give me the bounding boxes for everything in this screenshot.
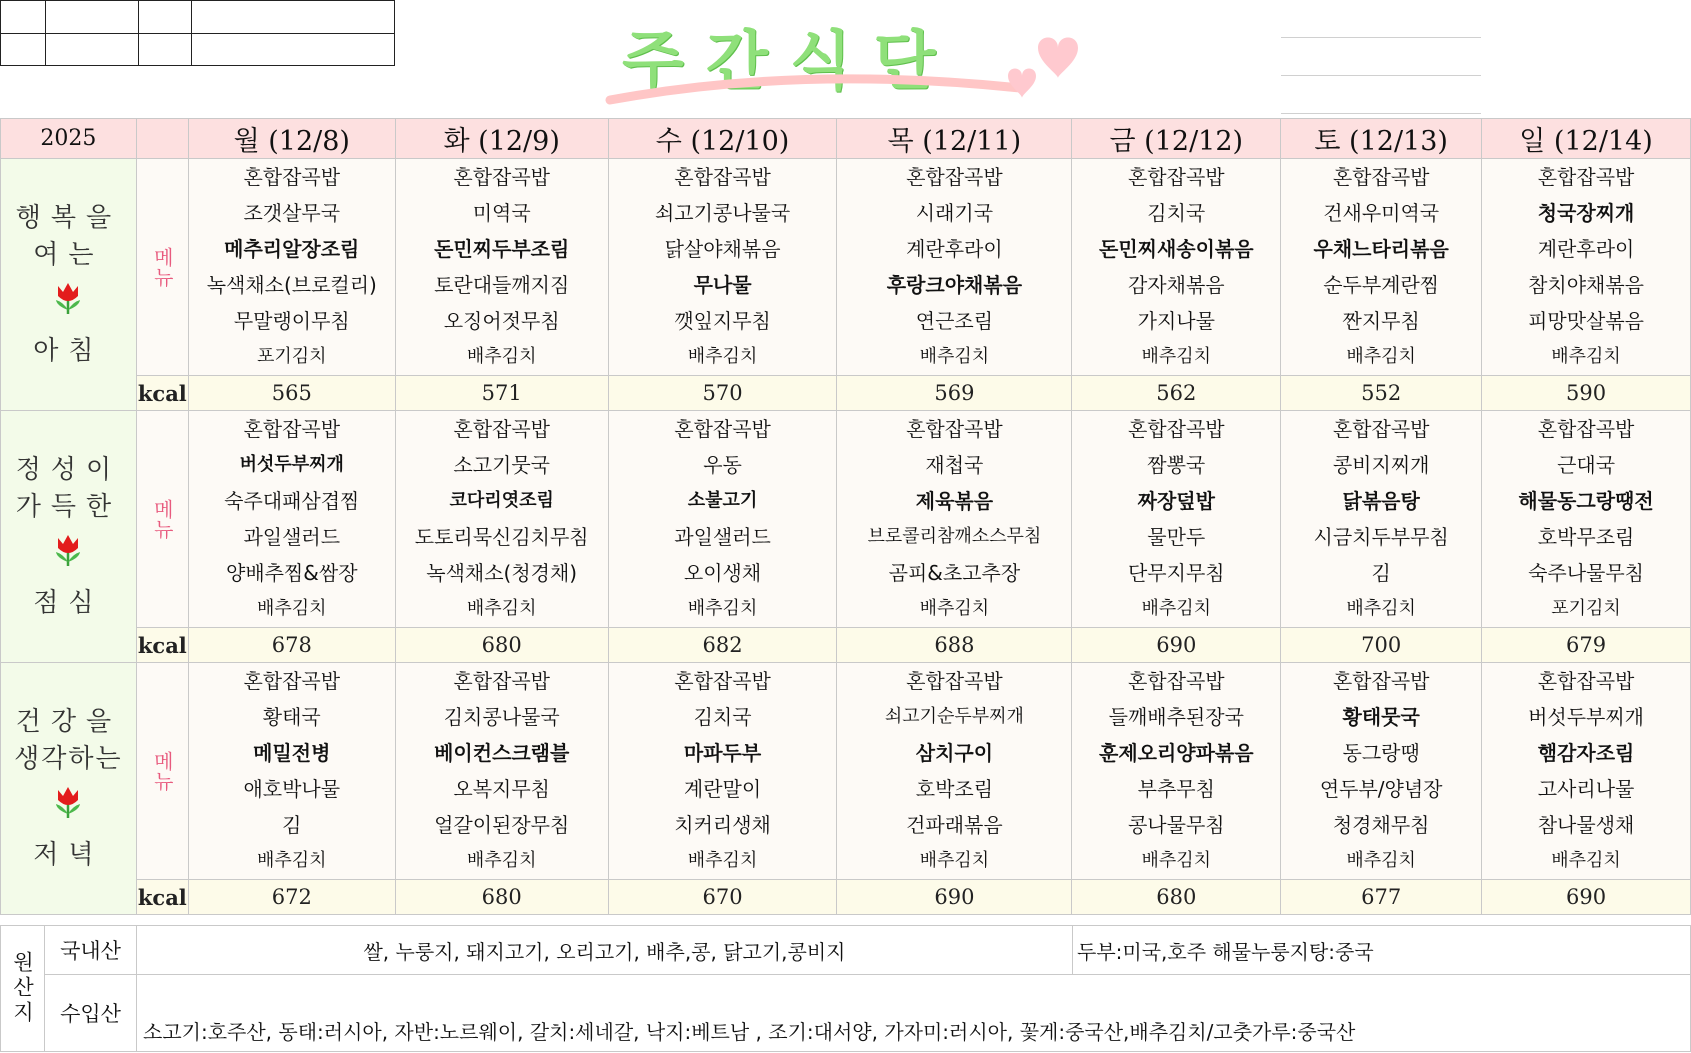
day-header: 일 (12/14) (1482, 119, 1691, 159)
menu-item: 콩나물무침 (1127, 813, 1225, 837)
menu-item: 혼합잡곡밥 (1537, 417, 1635, 441)
top-right-grid (1281, 0, 1481, 114)
meal-label-bottom: 저녁 (33, 839, 104, 870)
menu-item: 호박조림 (915, 777, 994, 801)
menu-item: 피망맛살볶음 (1528, 309, 1644, 333)
menu-item: 혼합잡곡밥 (674, 165, 771, 189)
top-left-grid (0, 0, 395, 66)
kcal-value: 677 (1281, 880, 1482, 915)
kcal-value: 590 (1482, 376, 1691, 411)
menu-cell (1482, 411, 1691, 628)
menu-item: 부추무침 (1137, 777, 1215, 801)
menu-item: 곰피&초고추장 (888, 561, 1021, 585)
menu-item: 계란후라이 (906, 237, 1003, 261)
weekly-menu-table (0, 118, 1691, 915)
menu-item: 건파래볶음 (906, 813, 1003, 837)
kcal-tag: kcal (136, 880, 188, 915)
menu-cell (188, 411, 395, 628)
menu-item: 짠지무침 (1342, 309, 1420, 333)
menu-item: 배추김치 (919, 598, 990, 619)
menu-item: 김 (282, 813, 302, 837)
menu-item: 건새우미역국 (1323, 201, 1440, 225)
menu-item: 혼합잡곡밥 (1127, 165, 1225, 189)
menu-item: 배추김치 (687, 850, 758, 871)
menu-item: 숙주나물무침 (1528, 561, 1644, 585)
menu-item: 조갯살무국 (243, 201, 341, 225)
menu-item: 브로콜리참깨소스무침 (867, 526, 1042, 547)
menu-cell (1072, 663, 1281, 880)
menu-item: 녹색채소(브로컬리) (206, 273, 377, 297)
meal-label-top: 행복을 (15, 202, 122, 233)
menu-item: 혼합잡곡밥 (243, 165, 341, 189)
kcal-tag: kcal (136, 376, 188, 411)
kcal-value: 679 (1482, 628, 1691, 663)
menu-cell (1482, 663, 1691, 880)
menu-item: 배추김치 (466, 598, 537, 619)
menu-item: 단무지무침 (1127, 561, 1225, 585)
menu-item: 짜장덮밥 (1137, 489, 1215, 513)
menu-item: 배추김치 (687, 346, 758, 367)
menu-item: 포기김치 (256, 346, 327, 367)
kcal-tag: kcal (136, 628, 188, 663)
menu-item: 훈제오리양파볶음 (1099, 741, 1254, 765)
menu-item: 소불고기 (687, 490, 758, 511)
menu-item: 계란후라이 (1537, 237, 1635, 261)
meal-label-mid: 가득한 (15, 491, 122, 522)
menu-tag: 메뉴 (136, 663, 188, 880)
import-text: 소고기:호주산, 동태:러시아, 자반:노르웨이, 갈치:세네갈, 낙지:베트남 , 조기:대서양, 가자미:러시아, 꽃게:중국산,배추김치/고춧가루:중국산 (137, 975, 1691, 1052)
menu-cell (608, 411, 837, 628)
domestic-extra: 두부:미국,호주 해물누룽지탕:중국 (1073, 926, 1691, 975)
menu-item: 청국장찌개 (1537, 201, 1635, 225)
menu-cell (608, 663, 837, 880)
tulip-icon (51, 532, 85, 568)
menu-item: 황태뭇국 (1342, 705, 1420, 729)
menu-item: 배추김치 (1141, 346, 1212, 367)
menu-item: 얼갈이된장무침 (434, 813, 570, 837)
menu-item: 메밀전병 (253, 741, 331, 765)
menu-item: 버섯두부찌개 (1528, 705, 1644, 729)
menu-item: 시래기국 (915, 201, 994, 225)
menu-cell (1281, 663, 1482, 880)
meal-label-top: 건강을 (15, 706, 122, 737)
kcal-value: 680 (1072, 880, 1281, 915)
menu-item: 토란대들깨지짐 (434, 273, 570, 297)
menu-item: 재첩국 (925, 453, 984, 477)
kcal-value: 688 (837, 628, 1072, 663)
menu-cell (1072, 411, 1281, 628)
menu-item: 과일샐러드 (243, 525, 341, 549)
menu-item: 배추김치 (919, 850, 990, 871)
lunch-label (1, 411, 137, 663)
dinner-label (1, 663, 137, 915)
menu-item: 쇠고기순두부찌개 (884, 706, 1024, 727)
kcal-value: 552 (1281, 376, 1482, 411)
kcal-value: 690 (837, 880, 1072, 915)
menu-item: 오이생채 (683, 561, 762, 585)
header-row (1, 119, 1691, 159)
tulip-icon (51, 280, 85, 316)
menu-item: 돈민찌두부조림 (434, 237, 570, 261)
menu-item: 동그랑땡 (1342, 741, 1420, 765)
menu-item: 배추김치 (1551, 346, 1621, 367)
origin-domestic-row (1, 926, 1691, 975)
domestic-text: 쌀, 누룽지, 돼지고기, 오리고기, 배추,콩, 닭고기,콩비지 (137, 926, 1073, 975)
menu-item: 과일샐러드 (674, 525, 771, 549)
menu-cell (837, 159, 1072, 376)
menu-item: 배추김치 (466, 850, 537, 871)
menu-item: 혼합잡곡밥 (1332, 669, 1430, 693)
menu-item: 짬뽕국 (1147, 453, 1206, 477)
kcal-value: 680 (395, 880, 608, 915)
menu-item: 시금치두부무침 (1313, 525, 1449, 549)
origin-side-text: 원산지 (10, 951, 35, 1026)
menu-item: 혼합잡곡밥 (674, 669, 771, 693)
menu-cell (188, 159, 395, 376)
menu-item: 배추김치 (1346, 346, 1416, 367)
day-header: 수 (12/10) (608, 119, 837, 159)
menu-item: 오징어젓무침 (443, 309, 560, 333)
menu-item: 배추김치 (919, 346, 990, 367)
origin-table (0, 925, 1691, 1052)
day-header: 토 (12/13) (1281, 119, 1482, 159)
menu-tag: 메뉴 (136, 411, 188, 628)
menu-item: 혼합잡곡밥 (1127, 417, 1225, 441)
menu-item: 순두부계란찜 (1323, 273, 1440, 297)
menu-item: 혼합잡곡밥 (243, 417, 341, 441)
kcal-value: 700 (1281, 628, 1482, 663)
menu-item: 양배추찜&쌈장 (226, 561, 358, 585)
menu-tag: 메뉴 (136, 159, 188, 376)
menu-item: 우동 (703, 453, 742, 477)
kcal-value: 570 (608, 376, 837, 411)
menu-item: 혼합잡곡밥 (453, 669, 550, 693)
day-header: 월 (12/8) (188, 119, 395, 159)
menu-item: 혼합잡곡밥 (906, 669, 1003, 693)
menu-item: 혼합잡곡밥 (453, 165, 550, 189)
menu-item: 혼합잡곡밥 (1537, 669, 1635, 693)
menu-item: 김치국 (1147, 201, 1206, 225)
kcal-value: 565 (188, 376, 395, 411)
menu-item: 혼합잡곡밥 (243, 669, 341, 693)
menu-item: 소고기뭇국 (453, 453, 550, 477)
day-header: 목 (12/11) (837, 119, 1072, 159)
menu-item: 해물동그랑땡전 (1518, 489, 1654, 513)
menu-item: 돈민찌새송이볶음 (1099, 237, 1254, 261)
breakfast-label (1, 159, 137, 411)
domestic-label: 국내산 (45, 926, 137, 975)
meal-label-top: 정성이 (15, 454, 122, 485)
menu-cell (837, 411, 1072, 628)
menu-item: 참치야채볶음 (1528, 273, 1644, 297)
menu-item: 혼합잡곡밥 (674, 417, 771, 441)
kcal-value: 670 (608, 880, 837, 915)
menu-cell (1281, 411, 1482, 628)
menu-cell (395, 411, 608, 628)
kcal-value: 672 (188, 880, 395, 915)
menu-item: 햄감자조림 (1537, 741, 1635, 765)
dinner-menu-row (1, 663, 1691, 880)
menu-cell (837, 663, 1072, 880)
meal-label-mid: 여는 (33, 239, 104, 270)
breakfast-menu-row (1, 159, 1691, 376)
import-label: 수입산 (45, 975, 137, 1052)
menu-item: 연두부/양념장 (1319, 777, 1443, 801)
menu-item: 혼합잡곡밥 (906, 165, 1003, 189)
menu-item: 우채느타리볶음 (1313, 237, 1449, 261)
swoosh-decoration (600, 70, 1030, 110)
menu-cell (188, 663, 395, 880)
menu-cell (1281, 159, 1482, 376)
menu-item: 오복지무침 (453, 777, 550, 801)
menu-item: 미역국 (472, 201, 531, 225)
menu-item: 무나물 (693, 273, 752, 297)
menu-item: 무말랭이무침 (233, 309, 350, 333)
menu-item: 김치콩나물국 (443, 705, 560, 729)
dinner-kcal-row (1, 880, 1691, 915)
kcal-value: 680 (395, 628, 608, 663)
menu-item: 혼합잡곡밥 (453, 417, 550, 441)
menu-cell (395, 159, 608, 376)
menu-item: 혼합잡곡밥 (1332, 165, 1430, 189)
origin-side-label (1, 926, 45, 1052)
kcal-value: 682 (608, 628, 837, 663)
menu-item: 혼합잡곡밥 (1537, 165, 1635, 189)
menu-item: 황태국 (262, 705, 321, 729)
menu-item: 배추김치 (1141, 850, 1212, 871)
menu-item: 배추김치 (1141, 598, 1212, 619)
day-header: 화 (12/9) (395, 119, 608, 159)
menu-item: 배추김치 (466, 346, 537, 367)
menu-item: 참나물생채 (1537, 813, 1635, 837)
page-title: 주간식단 (622, 25, 958, 99)
menu-item: 계란말이 (683, 777, 762, 801)
menu-item: 호박무조림 (1537, 525, 1635, 549)
menu-item: 메추리알장조림 (224, 237, 360, 261)
lunch-kcal-row (1, 628, 1691, 663)
menu-item: 닭볶음탕 (1342, 489, 1420, 513)
menu-item: 물만두 (1147, 525, 1206, 549)
menu-item: 김 (1371, 561, 1391, 585)
menu-item: 녹색채소(청경채) (426, 561, 578, 585)
menu-item: 버섯두부찌개 (239, 454, 344, 475)
menu-item: 감자채볶음 (1127, 273, 1225, 297)
year-cell: 2025 (1, 119, 137, 159)
menu-item: 배추김치 (1346, 598, 1416, 619)
kcal-value: 678 (188, 628, 395, 663)
menu-item: 배추김치 (256, 598, 327, 619)
menu-item: 베이컨스크램블 (434, 741, 570, 765)
hearts-icon (1000, 18, 1090, 98)
kcal-value: 690 (1482, 880, 1691, 915)
day-header: 금 (12/12) (1072, 119, 1281, 159)
kcal-value: 571 (395, 376, 608, 411)
menu-cell (608, 159, 837, 376)
menu-item: 배추김치 (256, 850, 327, 871)
kcal-value: 690 (1072, 628, 1281, 663)
menu-item: 청경채무침 (1332, 813, 1430, 837)
menu-item: 마파두부 (683, 741, 762, 765)
menu-item: 삼치구이 (915, 741, 994, 765)
lunch-menu-row (1, 411, 1691, 628)
menu-item: 코다리엿조림 (449, 490, 554, 511)
menu-item: 치커리생채 (674, 813, 771, 837)
tulip-icon (51, 784, 85, 820)
menu-item: 고사리나물 (1537, 777, 1635, 801)
origin-import-row (1, 975, 1691, 1052)
menu-item: 후랑크야채볶음 (886, 273, 1023, 297)
meal-label-mid: 생각하는 (14, 743, 123, 774)
menu-item: 배추김치 (1551, 850, 1621, 871)
kcal-value: 562 (1072, 376, 1281, 411)
menu-cell (1482, 159, 1691, 376)
menu-item: 김치국 (693, 705, 752, 729)
menu-item: 깻잎지무침 (674, 309, 771, 333)
breakfast-kcal-row (1, 376, 1691, 411)
menu-item: 쇠고기콩나물국 (654, 201, 791, 225)
menu-item: 근대국 (1557, 453, 1616, 477)
menu-item: 포기김치 (1551, 598, 1621, 619)
meal-label-bottom: 점심 (33, 587, 104, 618)
menu-item: 혼합잡곡밥 (1332, 417, 1430, 441)
kcal-value: 569 (837, 376, 1072, 411)
meal-label-bottom: 아침 (33, 335, 104, 366)
menu-cell (395, 663, 608, 880)
header-blank (136, 119, 188, 159)
menu-item: 배추김치 (687, 598, 758, 619)
menu-item: 콩비지찌개 (1332, 453, 1430, 477)
menu-cell (1072, 159, 1281, 376)
menu-item: 제육볶음 (915, 489, 994, 513)
menu-item: 닭살야채볶음 (664, 237, 781, 261)
menu-item: 배추김치 (1346, 850, 1416, 871)
menu-item: 연근조림 (915, 309, 994, 333)
menu-item: 애호박나물 (243, 777, 341, 801)
menu-item: 도토리묵신김치무침 (414, 525, 589, 549)
menu-item: 가지나물 (1137, 309, 1215, 333)
menu-item: 들깨배추된장국 (1108, 705, 1244, 729)
menu-item: 숙주대패삼겹찜 (224, 489, 360, 513)
menu-item: 혼합잡곡밥 (906, 417, 1003, 441)
menu-item: 혼합잡곡밥 (1127, 669, 1225, 693)
